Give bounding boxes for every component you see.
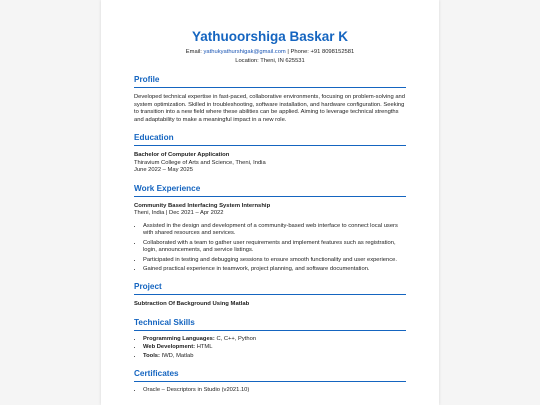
degree: Bachelor of Computer Application [134, 152, 230, 158]
list-item: • Assisted in the design and development of a community-based web interface to connect local users with shared resources and services. [143, 223, 406, 238]
skill-label: Programming Languages: [143, 336, 215, 342]
project-name: Subtraction Of Background Using Matlab [134, 301, 250, 308]
school: Thiravium College of Arts and Science, Theni, India [134, 159, 266, 166]
experience-heading: Work Experience [134, 183, 406, 197]
job-role: Community Based Interfacing System Internship [134, 202, 271, 209]
project-heading: Project [134, 281, 406, 295]
phone-label: Phone: [290, 49, 309, 55]
skill-value: HTML [195, 344, 213, 351]
skill-label: Tools: [143, 352, 160, 359]
certificates-heading: Certificates [134, 368, 406, 382]
job-meta: Theni, India | Dec 2021 – Apr 2022 [134, 210, 224, 217]
skill-value: C, C++, Python [214, 336, 257, 342]
experience-bullets [134, 223, 406, 273]
list-item [143, 353, 406, 360]
contact-line [134, 48, 406, 57]
project-entry [134, 301, 406, 309]
education-heading: Education [134, 132, 406, 146]
resume-page [101, 0, 439, 405]
location-value: Theni, IN 625531 [260, 58, 305, 64]
certificates-list [134, 387, 406, 394]
skill-value: IWD, Matlab [159, 352, 194, 359]
skills-heading: Technical Skills [134, 317, 406, 331]
location-line [134, 57, 406, 66]
education-dates: June 2022 – May 2025 [134, 167, 193, 174]
experience-entry [134, 203, 406, 274]
list-item: • Participated in testing and debugging sessions to ensure smooth functionality and user experience. [143, 257, 406, 264]
resume-content [101, 0, 439, 395]
list-item: • Oracle – Descriptors in Studio (v2021.10) [143, 387, 406, 394]
profile-text: Developed technical expertise in fast-paced, collaborative environments, focusing on problem-solving and system optimization. Skilled in troubleshooting, software installation, and hardware configuration. Seeking to transition into a new field where these abilities can be applied. Aiming to leverage technical strengths and adaptability to make a meaningful impact in a new role. [134, 94, 405, 123]
list-item [143, 336, 406, 343]
list-item: • Gained practical experience in teamwork, project planning, and software documentation. [143, 266, 406, 273]
contact-separator: | [287, 49, 289, 55]
skill-label: Web Development: [143, 344, 196, 351]
location-label: Location: [235, 58, 259, 64]
phone-value: +91 8098152581 [310, 49, 355, 55]
profile-heading: Profile [134, 74, 406, 88]
email-label: Email: [185, 49, 202, 55]
skills-list [134, 336, 406, 360]
email-link[interactable]: yathukyathurshigak@gmail.com [203, 49, 286, 55]
candidate-name: Yathuoorshiga Baskar K [191, 29, 349, 44]
list-item [143, 344, 406, 351]
education-entry [134, 152, 406, 175]
list-item: • Collaborated with a team to gather user requirements and implement features such as registration, login, announcements, and service listings. [143, 240, 406, 255]
